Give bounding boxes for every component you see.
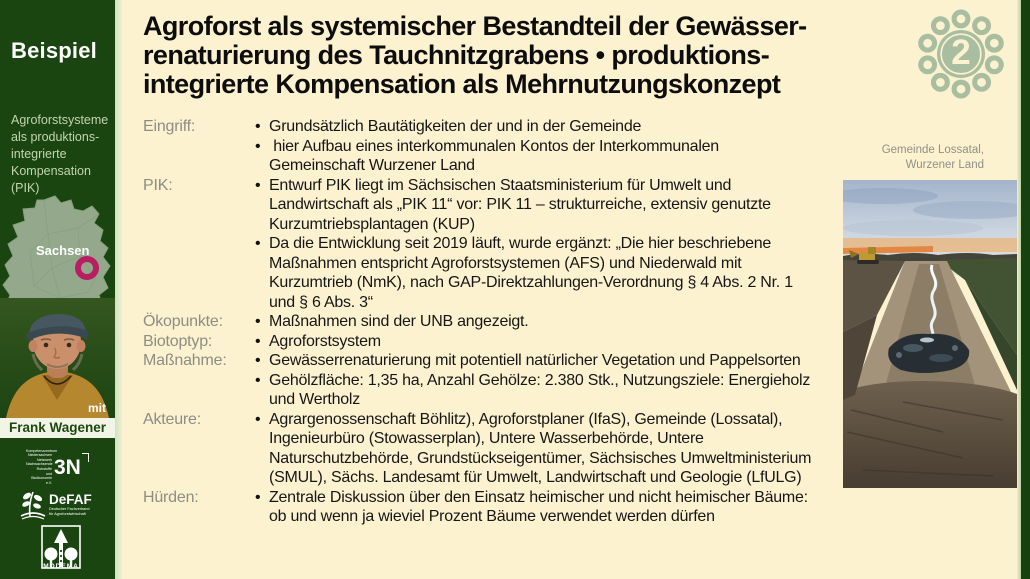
sidebar-subtitle: Agroforstsysteme als produktions-integrierte Kompensation (PIK) [11, 113, 109, 195]
speaker-prefix: mit [88, 401, 106, 415]
section-label: Akteure: [143, 410, 201, 428]
section-pik [143, 176, 819, 313]
section-label: Maßnahme: [143, 352, 227, 369]
logo-modema-wordmark: MODEMA [43, 563, 79, 570]
speaker-name: Frank Wagener [0, 418, 115, 438]
defaf-branch-icon [20, 490, 46, 520]
map-location-marker-icon [75, 256, 99, 280]
right-edge-bar [1021, 0, 1030, 579]
section-massnahme [143, 351, 819, 410]
site-photo [843, 180, 1017, 488]
speaker-portrait-graphic [0, 298, 115, 418]
section-eingriff [143, 117, 819, 176]
slide-number: 2 [951, 33, 971, 72]
sidebar-divider [115, 0, 122, 579]
section-huerden [143, 488, 819, 527]
section-label: Hürden: [143, 488, 199, 506]
bullet-item: • hier Aufbau eines interkommunalen Kontos der Interkommunalen Gemeinschaft Wurzener Land [254, 137, 816, 176]
slide-number-badge [913, 6, 1009, 102]
bullet-item: • Grundsätzlich Bautätigkeiten der und in der Gemeinde [254, 117, 816, 137]
map-region-label: Sachsen [36, 243, 90, 258]
bullet-item: • Da die Entwicklung seit 2019 läuft, wurde ergänzt: „Die hier beschriebene Maßnahmen entspricht Agroforstsystemen (AFS) und Niederwald mit Kurzumtrieb (NmK), nach GAP-Direktzahlungen-Verordnung § 4 Abs. 2 Nr. 1 und § 6 Abs. 3“ [254, 234, 816, 312]
logo-3n-superscript-icon [82, 453, 89, 462]
bullet-item: • Gewässerrenaturierung mit potentiell natürlicher Vegetation und Pappelsorten [254, 351, 816, 371]
section-label: Eingriff: [143, 118, 196, 135]
sidebar-kicker: Beispiel [11, 38, 97, 63]
bullet-item: • Gehölzfläche: 1,35 ha, Anzahl Gehölze: 2.380 Stk., Nutzungsziele: Energieholz und Wertholz [254, 371, 816, 410]
main-content [122, 0, 1017, 579]
bullet-item: • Agrargenossenschaft Böhlitz), Agroforstplaner (IfaS), Gemeinde (Lossatal), Ingenieurbüro (Stowasserplan), Untere Wasserbehörde, Untere Naturschutzbehörde, Grundstückseigentümer, Sächsisches Umweltministerium (SMUL), Sächs. Landesamt für Umwelt, Landwirtschaft und Geologie (LfULG) [254, 410, 816, 488]
section-biotoptyp [143, 332, 819, 352]
section-label: Biotoptyp: [143, 332, 213, 350]
bullet-item: • Entwurf PIK liegt im Sächsischen Staatsministerium für Umwelt und Landwirtschaft als „PIK 11“ vor: PIK 11 – strukturreiche, extensiv genutzte Kurzumtriebsplantagen (KUP) [254, 176, 816, 235]
logo-3n-wordmark: 3N [54, 457, 81, 478]
photo-caption: Gemeinde Lossatal, Wurzener Land [881, 144, 984, 171]
section-oekopunkte [143, 312, 819, 332]
bullet-item: • Agroforstsystem [254, 332, 816, 352]
bullet-item: • Maßnahmen sind der UNB angezeigt. [254, 312, 816, 332]
section-akteure [143, 410, 819, 488]
section-label: PIK: [143, 176, 173, 194]
logo-3n [26, 448, 92, 485]
site-photo-graphic [843, 180, 1017, 488]
logo-modema [41, 525, 81, 573]
logo-3n-subtext: Kompetenzzentrum Niedersachsen Netzwerk Nachwachsende Rohstoffe und Bioökonomie e.V. [26, 448, 58, 485]
section-label: Ökopunkte: [143, 313, 223, 330]
bullet-item: • Zentrale Diskussion über den Einsatz heimischer und nicht heimischer Bäume: ob und wenn ja wieviel Prozent Bäume verwendet werden dürfen [254, 488, 816, 527]
fact-sheet [143, 117, 819, 527]
logo-defaf: DeFAF Deutscher Fachverband für Agroforstwirtschaft [20, 488, 98, 522]
sidebar [0, 0, 115, 579]
slide-title: Agroforst als systemischer Bestandteil der Gewässer- renaturierung des Tauchnitzgrabens • produktions- integrierte Kompensation als Mehrnutzungskonzept [143, 11, 807, 99]
logo-defaf-wordmark: DeFAF [49, 492, 92, 508]
speaker-photo [0, 298, 115, 418]
